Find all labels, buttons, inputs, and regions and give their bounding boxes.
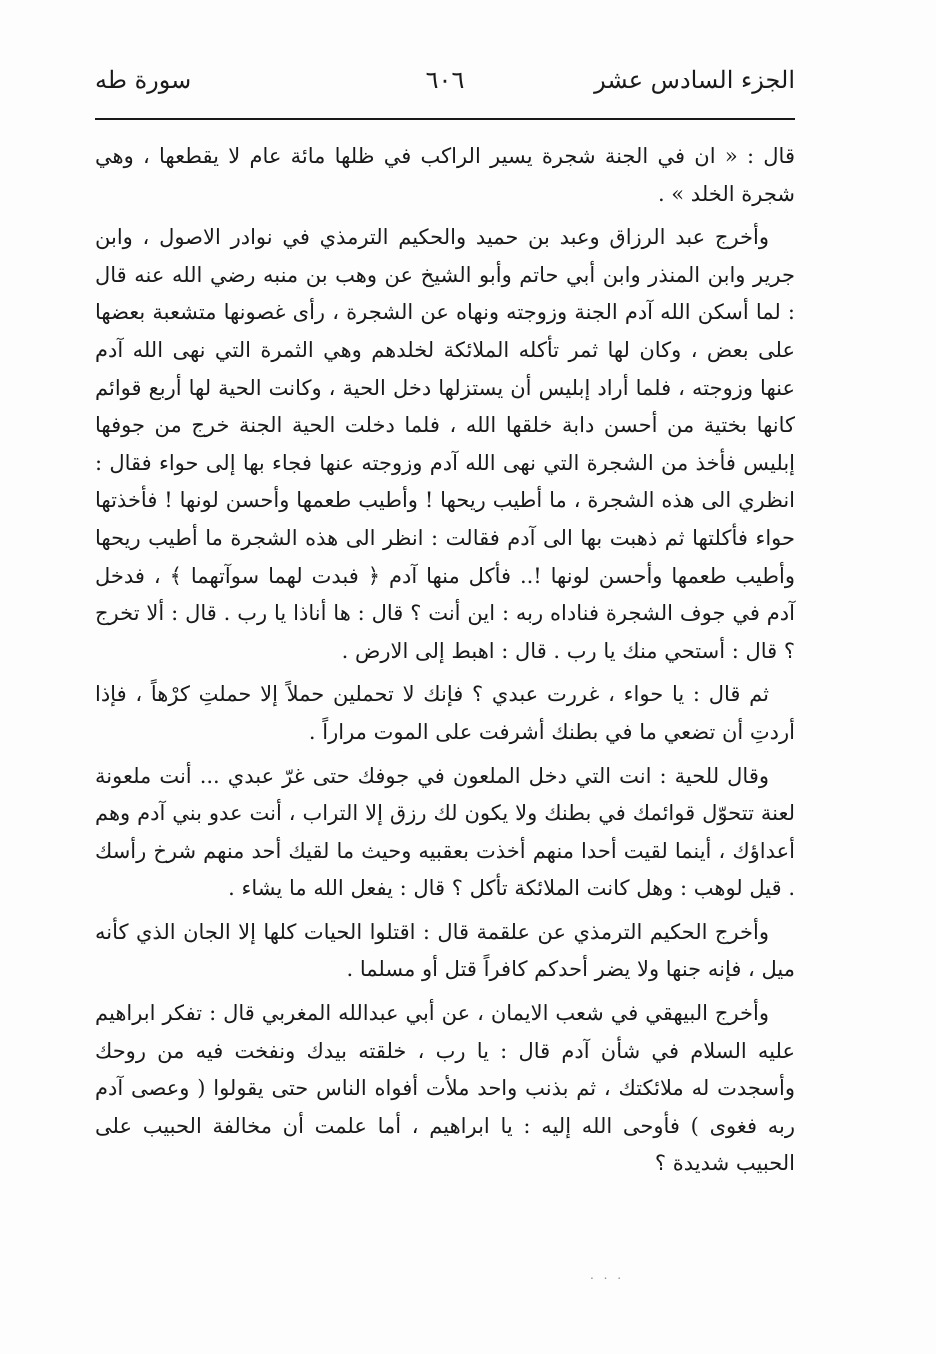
scan-artifact-dots: . . . bbox=[590, 1268, 625, 1282]
part-title: الجزء السادس عشر bbox=[594, 66, 795, 94]
paragraph-6: وأخرج البيهقي في شعب الايمان ، عن أبي عبدالله المغربي قال : تفكر ابراهيم عليه السلام في شأن آدم قال : يا رب ، خلقته بيدك ونفخت فيه من روحك وأسجدت له ملائكتك ، ثم بذنب واحد ملأت أفواه الناس حتى يقولوا ( وعصى آدم ربه فغوى ) فأوحى الله إليه : يا ابراهيم ، أما علمت أن مخالفة الحبيب على الحبيب شديدة ؟ bbox=[95, 1001, 795, 1176]
paragraph-1: قال : « ان في الجنة شجرة يسير الراكب في ظلها مائة عام لا يقطعها ، وهي شجرة الخلد » . bbox=[95, 144, 795, 206]
paragraph-5: وأخرج الحكيم الترمذي عن علقمة قال : اقتلوا الحيات كلها إلا الجان الذي كأنه ميل ، فإنه جنها ولا يضر أحدكم كافراً قتل أو مسلما . bbox=[95, 919, 795, 982]
page-body bbox=[95, 138, 795, 1189]
header-divider bbox=[95, 118, 795, 120]
page-header bbox=[95, 62, 795, 102]
page-number: ٦٠٦ bbox=[425, 66, 465, 94]
paragraph-3: ثم قال : يا حواء ، غررت عبدي ؟ فإنك لا تحملين حملاً إلا حملتِ كرْهاً ، فإذا أردتِ أن تضعي ما في بطنك أشرفت على الموت مراراً . bbox=[95, 682, 795, 744]
paragraph-2: وأخرج عبد الرزاق وعبد بن حميد والحكيم الترمذي في نوادر الاصول ، وابن جرير وابن المنذر وابن أبي حاتم وأبو الشيخ عن وهب بن منبه رضي الله عنه قال : لما أسكن الله آدم الجنة وزوجته ونهاه عن الشجرة ، رأى غصونها متشعبة بعضها على بعض ، وكان لها ثمر تأكله الملائكة لخلدهم وهي الثمرة التي نهى الله آدم عنها وزوجته ، فلما أراد إبليس أن يستزلها دخل الحية ، وكانت الحية لها أربع قوائم كانها بختية من أحسن دابة خلقها الله ، فلما دخلت الحية الجنة خرج من جوفها إبليس فأخذ من الشجرة التي نهى الله آدم وزوجته عنها فجاء بها إلى حواء فقال : انظري الى هذه الشجرة ، ما أطيب ريحها ! وأطيب طعمها وأحسن لونها ! فأخذتها حواء فأكلتها ثم ذهبت بها الى آدم فقالت : انظر الى هذه الشجرة ما أطيب ريحها وأطيب طعمها وأحسن لونها !.. فأكل منها آدم ﴿ فبدت لهما سوآتهما ﴾ ، فدخل آدم في جوف الشجرة فناداه ربه : اين أنت ؟ قال : ها أناذا يا رب . قال : ألا تخرج ؟ قال : أستحي منك يا رب . قال : اهبط إلى الارض . bbox=[95, 225, 795, 663]
paragraph-4: وقال للحية : انت التي دخل الملعون في جوفك حتى غرّ عبدي ... أنت ملعونة لعنة تتحوّل قوائمك في بطنك ولا يكون لك رزق إلا التراب ، أنت عدو بني آدم وهم أعداؤك ، أينما لقيت أحدا منهم أخذت بعقبيه وحيث ما لقيك أحد منهم شرخ رأسك . قيل لوهب : وهل كانت الملائكة تأكل ؟ قال : يفعل الله ما يشاء . bbox=[95, 763, 795, 901]
surah-title: سورة طه bbox=[95, 66, 192, 94]
